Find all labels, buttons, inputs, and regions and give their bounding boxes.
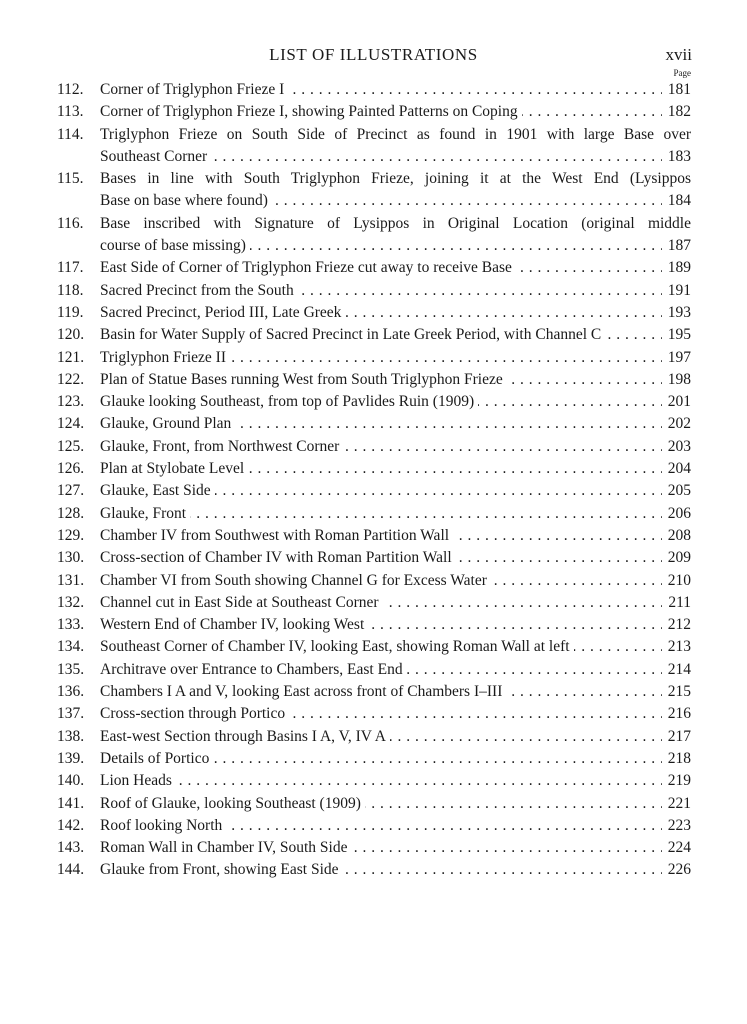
caption-text: Roman Wall in Chamber IV, South Side bbox=[100, 839, 351, 856]
list-item bbox=[0, 726, 747, 748]
caption-line bbox=[100, 190, 691, 212]
illustration-number: 137. bbox=[57, 705, 85, 723]
caption-line bbox=[100, 324, 691, 346]
page-reference: 216 bbox=[662, 703, 691, 725]
page-reference: 189 bbox=[662, 257, 691, 279]
caption-text: Chambers I A and V, looking East across front of Chambers I–III bbox=[100, 683, 506, 700]
caption-text: Glauke, Front bbox=[100, 505, 190, 522]
page-reference: 203 bbox=[662, 436, 691, 458]
list-item bbox=[0, 859, 747, 881]
caption-line bbox=[100, 592, 691, 614]
caption-line bbox=[100, 503, 691, 525]
page-reference: 208 bbox=[662, 525, 691, 547]
page-reference: 211 bbox=[662, 592, 691, 614]
illustration-number: 114. bbox=[57, 125, 84, 143]
list-item bbox=[0, 413, 747, 435]
illustration-number: 136. bbox=[57, 683, 85, 701]
caption-text: Cross-section through Portico bbox=[100, 705, 289, 722]
caption-line bbox=[100, 793, 691, 815]
caption-text: Basin for Water Supply of Sacred Precinct in Late Greek Period, with Channel C bbox=[100, 326, 605, 343]
caption-line bbox=[100, 168, 691, 190]
list-item bbox=[0, 213, 747, 258]
illustration-number: 129. bbox=[57, 526, 85, 544]
illustration-number: 138. bbox=[57, 727, 85, 745]
caption-text: Sacred Precinct from the South bbox=[100, 282, 298, 299]
caption-line bbox=[100, 257, 691, 279]
caption-text: Roof of Glauke, looking Southeast (1909) bbox=[100, 795, 365, 812]
caption-text: Glauke from Front, showing East Side bbox=[100, 861, 343, 878]
caption-line bbox=[100, 302, 691, 324]
list-item bbox=[0, 480, 747, 502]
list-item bbox=[0, 748, 747, 770]
caption-text: Glauke, East Side bbox=[100, 482, 215, 499]
illustration-number: 124. bbox=[57, 415, 85, 433]
caption-line bbox=[100, 547, 691, 569]
caption-text: Bases in line with South Triglyphon Frieze, joining it at the West End (Lysippos bbox=[100, 170, 691, 188]
page-reference: 209 bbox=[662, 547, 691, 569]
page-reference: 191 bbox=[662, 280, 691, 302]
illustration-number: 143. bbox=[57, 839, 85, 857]
caption-text: Channel cut in East Side at Southeast Corner bbox=[100, 594, 383, 611]
caption-text: Chamber IV from Southwest with Roman Partition Wall bbox=[100, 527, 453, 544]
caption-line bbox=[100, 213, 691, 235]
page-reference: 223 bbox=[662, 815, 691, 837]
page-reference: 204 bbox=[662, 458, 691, 480]
caption-text: Plan at Stylobate Level bbox=[100, 460, 248, 477]
list-item bbox=[0, 458, 747, 480]
caption-text: Base inscribed with Signature of Lysippos in Original Location (original middle bbox=[100, 214, 691, 232]
page-reference: 182 bbox=[662, 101, 691, 123]
list-item bbox=[0, 168, 747, 213]
list-item bbox=[0, 124, 747, 169]
illustration-number: 144. bbox=[57, 861, 85, 879]
page-reference: 198 bbox=[662, 369, 691, 391]
list-item bbox=[0, 369, 747, 391]
illustration-number: 115. bbox=[57, 170, 84, 188]
page-reference: 201 bbox=[662, 391, 691, 413]
page-reference: 213 bbox=[662, 636, 691, 658]
page-reference: 224 bbox=[662, 837, 691, 859]
illustrations-list bbox=[0, 79, 747, 882]
list-item bbox=[0, 815, 747, 837]
illustration-number: 121. bbox=[57, 348, 85, 366]
page-reference: 210 bbox=[662, 570, 691, 592]
page-reference: 215 bbox=[662, 681, 691, 703]
caption-text: Sacred Precinct, Period III, Late Greek bbox=[100, 304, 345, 321]
caption-text: Details of Portico bbox=[100, 750, 213, 767]
illustration-number: 130. bbox=[57, 549, 85, 567]
caption-line bbox=[100, 413, 691, 435]
illustration-number: 126. bbox=[57, 460, 85, 478]
caption-line bbox=[100, 369, 691, 391]
page-reference: 226 bbox=[662, 859, 691, 881]
illustration-number: 125. bbox=[57, 437, 85, 455]
page-reference: 187 bbox=[662, 235, 691, 257]
page-reference: 218 bbox=[662, 748, 691, 770]
illustration-number: 120. bbox=[57, 326, 85, 344]
caption-line bbox=[100, 748, 691, 770]
illustration-number: 131. bbox=[57, 571, 85, 589]
illustration-number: 128. bbox=[57, 504, 85, 522]
illustration-number: 135. bbox=[57, 660, 85, 678]
caption-text: Chamber VI from South showing Channel G for Excess Water bbox=[100, 572, 491, 589]
page-reference: 184 bbox=[662, 190, 691, 212]
caption-line bbox=[100, 770, 691, 792]
list-item bbox=[0, 659, 747, 681]
list-item bbox=[0, 793, 747, 815]
list-item bbox=[0, 280, 747, 302]
list-item bbox=[0, 770, 747, 792]
caption-text: Plan of Statue Bases running West from South Triglyphon Frieze bbox=[100, 371, 507, 388]
page-reference: 202 bbox=[662, 413, 691, 435]
caption-line bbox=[100, 235, 691, 257]
caption-text: Corner of Triglyphon Frieze I, showing Painted Patterns on Coping bbox=[100, 103, 522, 120]
page-reference: 197 bbox=[662, 347, 691, 369]
illustration-number: 142. bbox=[57, 816, 85, 834]
caption-line bbox=[100, 280, 691, 302]
caption-text: Triglyphon Frieze on South Side of Precinct as found in 1901 with large Base over bbox=[100, 125, 691, 143]
caption-text: Roof looking North bbox=[100, 817, 226, 834]
caption-line bbox=[100, 146, 691, 168]
list-item bbox=[0, 347, 747, 369]
caption-line bbox=[100, 480, 691, 502]
caption-line bbox=[100, 859, 691, 881]
page-reference: 205 bbox=[662, 480, 691, 502]
caption-text: East Side of Corner of Triglyphon Frieze cut away to receive Base bbox=[100, 259, 516, 276]
caption-line bbox=[100, 525, 691, 547]
caption-text: Lion Heads bbox=[100, 772, 176, 789]
list-item bbox=[0, 436, 747, 458]
caption-text: Southeast Corner bbox=[100, 148, 211, 165]
caption-text: Cross-section of Chamber IV with Roman Partition Wall bbox=[100, 549, 456, 566]
caption-text: Glauke, Front, from Northwest Corner bbox=[100, 438, 343, 455]
caption-text: Glauke looking Southeast, from top of Pavlides Ruin (1909) bbox=[100, 393, 478, 410]
list-item bbox=[0, 636, 747, 658]
illustration-number: 127. bbox=[57, 482, 85, 500]
caption-line bbox=[100, 391, 691, 413]
caption-line bbox=[100, 636, 691, 658]
caption-line bbox=[100, 815, 691, 837]
caption-text: East-west Section through Basins I A, V, IV A bbox=[100, 728, 390, 745]
illustration-number: 112. bbox=[57, 81, 84, 98]
caption-line bbox=[100, 79, 691, 101]
list-item bbox=[0, 324, 747, 346]
list-item bbox=[0, 592, 747, 614]
running-header bbox=[0, 45, 747, 69]
caption-text: course of base missing) bbox=[100, 237, 250, 254]
caption-line bbox=[100, 124, 691, 146]
illustration-number: 134. bbox=[57, 638, 85, 656]
list-item bbox=[0, 703, 747, 725]
list-item bbox=[0, 101, 747, 123]
list-item bbox=[0, 681, 747, 703]
list-item bbox=[0, 79, 747, 101]
caption-line bbox=[100, 703, 691, 725]
illustration-number: 113. bbox=[57, 103, 84, 121]
page-reference: 181 bbox=[662, 79, 691, 101]
illustration-number: 122. bbox=[57, 370, 85, 388]
page-reference: 206 bbox=[662, 503, 691, 525]
list-item bbox=[0, 614, 747, 636]
list-item bbox=[0, 547, 747, 569]
caption-text: Western End of Chamber IV, looking West bbox=[100, 616, 368, 633]
illustration-number: 117. bbox=[57, 259, 84, 277]
page-reference: 217 bbox=[662, 726, 691, 748]
caption-text: Corner of Triglyphon Frieze I bbox=[100, 81, 288, 98]
illustration-number: 140. bbox=[57, 772, 85, 790]
page-reference: 183 bbox=[662, 146, 691, 168]
caption-line bbox=[100, 837, 691, 859]
list-item bbox=[0, 570, 747, 592]
illustration-number: 118. bbox=[57, 281, 84, 299]
caption-line bbox=[100, 681, 691, 703]
caption-line bbox=[100, 436, 691, 458]
illustration-number: 116. bbox=[57, 214, 84, 232]
page-title: LIST OF ILLUSTRATIONS bbox=[269, 45, 478, 64]
list-item bbox=[0, 503, 747, 525]
page-number: xvii bbox=[665, 45, 692, 64]
caption-line bbox=[100, 614, 691, 636]
caption-text: Base on base where found) bbox=[100, 192, 272, 209]
caption-line bbox=[100, 458, 691, 480]
page-column-label: Page bbox=[673, 68, 691, 78]
page-reference: 193 bbox=[662, 302, 691, 324]
caption-text: Glauke, Ground Plan bbox=[100, 415, 235, 432]
list-item bbox=[0, 391, 747, 413]
list-item bbox=[0, 257, 747, 279]
page-reference: 212 bbox=[662, 614, 691, 636]
caption-line bbox=[100, 570, 691, 592]
list-item bbox=[0, 302, 747, 324]
illustration-number: 123. bbox=[57, 393, 85, 411]
page-reference: 221 bbox=[662, 793, 691, 815]
illustration-number: 139. bbox=[57, 749, 85, 767]
caption-line bbox=[100, 659, 691, 681]
illustration-number: 132. bbox=[57, 593, 85, 611]
caption-text: Southeast Corner of Chamber IV, looking East, showing Roman Wall at left bbox=[100, 638, 574, 655]
illustration-number: 133. bbox=[57, 616, 85, 634]
page-reference: 214 bbox=[662, 659, 691, 681]
caption-text: Architrave over Entrance to Chambers, East End bbox=[100, 661, 407, 678]
illustration-number: 119. bbox=[57, 303, 84, 321]
caption-line bbox=[100, 347, 691, 369]
list-item bbox=[0, 837, 747, 859]
caption-text: Triglyphon Frieze II bbox=[100, 349, 230, 366]
page-reference: 219 bbox=[662, 770, 691, 792]
caption-line bbox=[100, 101, 691, 123]
page-reference: 195 bbox=[662, 324, 691, 346]
caption-line bbox=[100, 726, 691, 748]
illustration-number: 141. bbox=[57, 794, 85, 812]
list-item bbox=[0, 525, 747, 547]
